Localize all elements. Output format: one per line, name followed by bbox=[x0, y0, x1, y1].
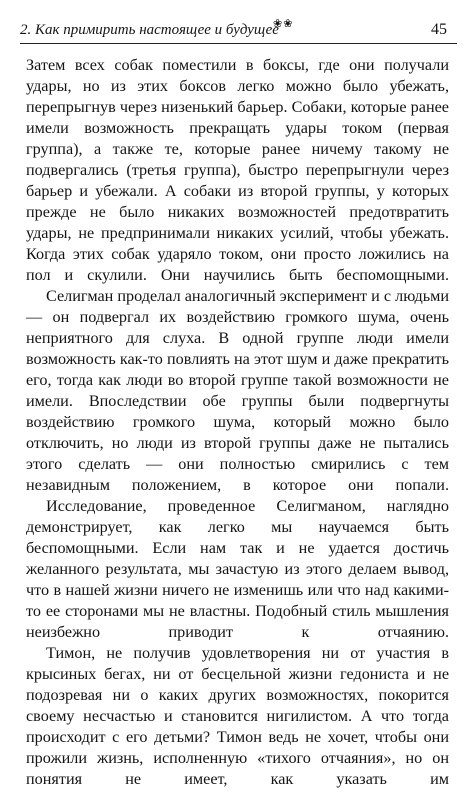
paragraph: Селигман проделал аналогичный эксперимент и с людьми — он подвергал их воздействию громкого шума, очень неприятного для слуха. В одной группе люди имели возможность как-то повлиять на этот шум и даже прекратить его, тогда как люди во второй группе такой возможности не имели. Впоследствии обе группы были подвергнуты воздействию громкого шума, который можно было отключить, но люди из второй группы даже не пытались этого сделать — они полностью смирились с тем незавидным положением, в которое они попали. bbox=[26, 287, 449, 494]
running-head: 2. Как примирить настоящее и будущее bbox=[20, 22, 279, 38]
ornament-icon: ❀❀ bbox=[273, 18, 294, 30]
paragraph: Затем всех собак поместили в боксы, где они получали удары, но из этих боксов легко можно было убежать, перепрыгнув через низенький барьер. Собаки, которые ранее имели возможность прекращать удары током (первая группа), а также те, которые ранее ничему такому не подвергались (третья группа), быстро перепрыгнули через барьер и убежали. А собаки из второй группы, у которых прежде не было никаких возможностей предотвратить удары, не предпринимали никаких усилий, чтобы убежать. Когда этих собак ударяло током, они просто ложились на пол и скулили. Они научились быть беспомощными. bbox=[26, 56, 449, 284]
page-number: 45 bbox=[431, 21, 447, 38]
paragraph: Исследование, проведенное Селигманом, наглядно демонстрирует, как легко мы научаемся быть беспомощными. Если нам так и не удается достичь желанного результата, мы зачастую из этого делаем вывод, что в нашей жизни ничего не изменишь или что над какими-то ее сторонами мы не властны. Подобный стиль мышления неизбежно приводит к отчаянию. bbox=[26, 497, 449, 641]
page-header bbox=[20, 13, 457, 43]
header-rule bbox=[20, 43, 457, 44]
body-text bbox=[26, 55, 449, 790]
paragraph: Тимон, не получив удовлетворения ни от участия в крысиных бегах, ни от бесцельной жизни гедониста и не подозревая ни о каких других возможностях, покорится своему несчастью и становится нигилистом. А что тогда происходит с его детьми? Тимон ведь не хочет, чтобы они прожили жизнь, исполненную «тихого отчаяния», но он понятия не имеет, как указать им bbox=[26, 644, 449, 788]
